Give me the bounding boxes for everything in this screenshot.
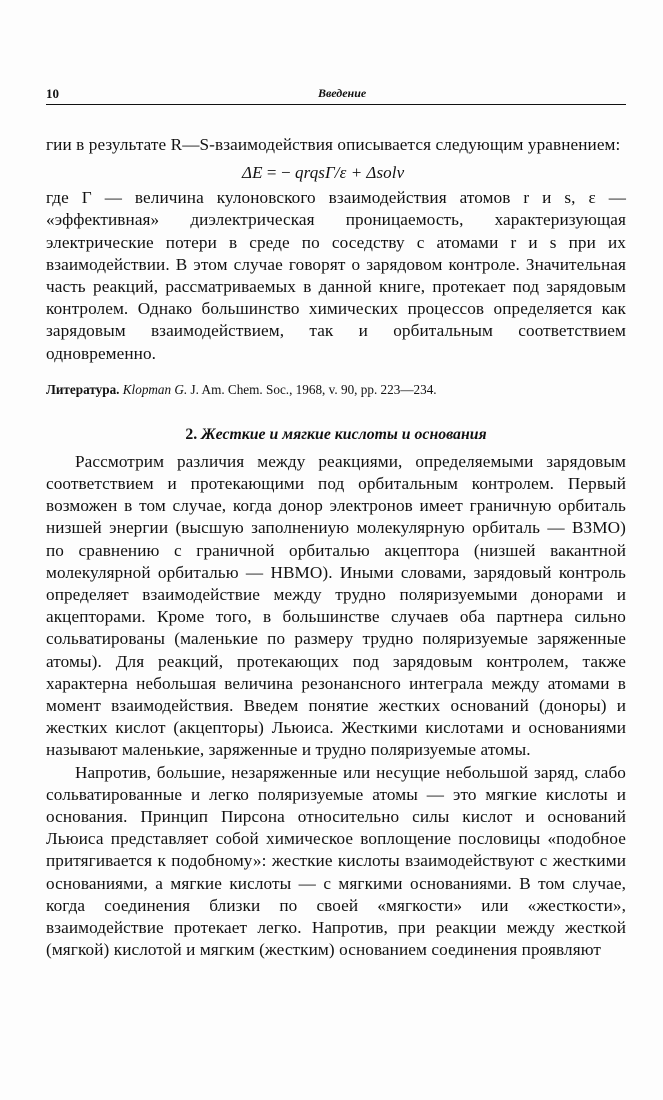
section-paragraph-1: Рассмотрим различия между реакциями, определяемыми зарядовым соответствием и протекающими под орбитальным контролем. Первый возможен в том случае, когда донор электронов имеет граничную орбиталь низшей энергии (высшую заполнениую молекулярную орбиталь — ВЗМО) по сравнению с граничной орбиталью акцептора (низшей вакантной молекулярной орбиталью — НВМО). Иными словами, зарядовый контроль определяет взаимодействие между трудно поляризуемыми донорами и акцепторами. Кроме того, в большинстве случаев оба партнера сильно сольватированы (маленькие по размеру трудно поляризуемые заряженные атомы). Для реакций, протекающих под зарядовым контролем, также характерна небольшая величина резонансного интеграла между атомами в момент взаимодействия. Введем понятие жестких оснований (доноры) и жестких кислот (акцепторы) Льюиса. Жесткими кислотами и основаниями называют маленькие, заряженные и трудно поляризуемые атомы. bbox=[46, 451, 626, 760]
section-heading bbox=[46, 424, 626, 446]
equation-charge-symbol: q bbox=[295, 163, 304, 183]
reference-citation: J. Am. Chem. Soc., 1968, v. 90, pp. 223—234. bbox=[190, 381, 437, 397]
reference-label: Литература. bbox=[46, 381, 120, 397]
reference-author: Klopman G. bbox=[122, 381, 188, 397]
section-number: 2. bbox=[185, 425, 198, 443]
equation-equals: = − bbox=[262, 163, 295, 183]
intro-paragraph: гии в результате R—S-взаимодействия описывается следующим уравнением: bbox=[46, 135, 621, 154]
running-head bbox=[46, 80, 626, 105]
equation-left-side: ΔE bbox=[242, 163, 263, 183]
section-body bbox=[46, 451, 626, 962]
literature-reference bbox=[46, 381, 626, 399]
equation-right-side: rqsΓ/ε + Δsolv bbox=[303, 163, 405, 183]
energy-equation bbox=[46, 161, 626, 185]
section-title-text: Жесткие и мягкие кислоты и основания bbox=[201, 425, 487, 443]
page-number: 10 bbox=[46, 86, 59, 101]
section-paragraph-2: Напротив, большие, незаряженные или несущие небольшой заряд, слабо сольватированные и легко поляризуемые атомы — это мягкие кислоты и основания. Принцип Пирсона относительно силы кислот и оснований Льюиса представляет собой химическое воплощение пословицы «подобное притягивается к подобному»: жесткие кислоты взаимодействуют с жесткими основаниями, а мягкие кислоты — с мягкими основаниями. В том случае, когда соединения близки по своей «мягкости» или «жесткости», взаимодействие протекает легко. Напротив, при реакции между жесткой (мягкой) кислотой и мягким (жестким) основанием соединения проявляют bbox=[46, 762, 626, 960]
book-page bbox=[46, 80, 626, 962]
intro-text bbox=[46, 134, 626, 365]
explanation-paragraph: где Γ — величина кулоновского взаимодействия атомов r и s, ε — «эффективная» диэлектрическая проницаемость, характеризующая электрические потери в среде по соседству с атомами r и s при их взаимодействии. В этом случае говорят о зарядовом контроле. Значительная часть реакций, рассматриваемых в данной книге, протекает под зарядовым контролем. Однако большинство химических процессов определяется как зарядовым взаимодействием, так и орбитальным соответствием одновременно. bbox=[46, 188, 626, 363]
running-section-title: Введение bbox=[318, 86, 367, 100]
